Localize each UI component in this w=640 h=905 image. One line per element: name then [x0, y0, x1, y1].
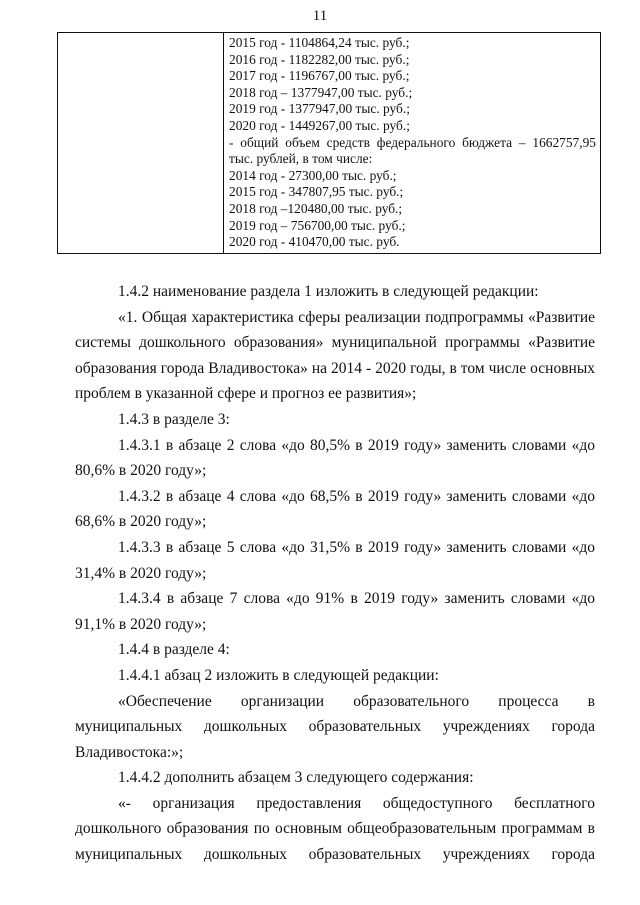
- funding-line: 2019 год - 1377947,00 тыс. руб.;: [229, 101, 410, 117]
- paragraph: 1.4.3 в разделе 3:: [118, 410, 230, 428]
- funding-line-federal-total: - общий объем средств федерального бюджета – 1662757,95 тыс. рублей, в том числе:: [229, 134, 596, 167]
- funding-line: 2015 год - 1104864,24 тыс. руб.;: [229, 35, 410, 50]
- funding-line: 2015 год - 347807,95 тыс. руб.;: [229, 184, 404, 200]
- funding-line: 2020 год - 410470,00 тыс. руб.: [229, 234, 400, 250]
- page-number: 11: [312, 8, 328, 24]
- funding-line: 2018 год – 1377947,00 тыс. руб.;: [229, 84, 413, 100]
- paragraph: «- организация предоставления общедоступного бесплатного дошкольного образования по основным общеобразовательным программам в муниципальных дошкольных образовательных учреждениях города: [75, 794, 595, 864]
- paragraph: «Обеспечение организации образовательного процесса в муниципальных дошкольных образовательных учреждениях города Владивостока:»;: [75, 692, 595, 761]
- funding-line: 2018 год –120480,00 тыс. руб.;: [229, 200, 403, 216]
- table-cell-funding: [224, 33, 601, 254]
- funding-line: 2020 год - 1449267,00 тыс. руб.;: [229, 117, 410, 133]
- paragraph: 1.4.3.2 в абзаце 4 слова «до 68,5% в 2019 году» заменить словами «до 68,6% в 2020 году»;: [75, 487, 595, 531]
- paragraph: 1.4.4.2 дополнить абзацем 3 следующего содержания:: [118, 769, 474, 787]
- table-cell-empty: [58, 33, 224, 254]
- paragraph: 1.4.3.3 в абзаце 5 слова «до 31,5% в 2019 году» заменить словами «до 31,4% в 2020 году»;: [75, 538, 595, 582]
- funding-line: 2017 год - 1196767,00 тыс. руб.;: [229, 68, 410, 84]
- funding-line: 2019 год – 756700,00 тыс. руб.;: [229, 217, 406, 233]
- paragraph: 1.4.4 в разделе 4:: [118, 641, 230, 659]
- paragraph: 1.4.3.1 в абзаце 2 слова «до 80,5% в 2019 году» заменить словами «до 80,6% в 2020 году»;: [75, 436, 595, 480]
- paragraph: «1. Общая характеристика сферы реализации подпрограммы «Развитие системы дошкольного образования» муниципальной программы «Развитие образования города Владивостока» на 2014 - 2020 годы, в том числе основных проблем в указанной сфере и прогноз ее развития»;: [75, 308, 595, 403]
- paragraph: 1.4.2 наименование раздела 1 изложить в следующей редакции:: [118, 283, 539, 300]
- table-row: [58, 33, 601, 254]
- funding-line: 2014 год - 27300,00 тыс. руб.;: [229, 167, 397, 183]
- document-body: [75, 279, 595, 868]
- funding-lines: [224, 33, 600, 253]
- paragraph: 1.4.4.1 абзац 2 изложить в следующей редакции:: [118, 666, 439, 684]
- funding-line: 2016 год - 1182282,00 тыс. руб.;: [229, 51, 410, 67]
- paragraph: 1.4.3.4 в абзаце 7 слова «до 91% в 2019 году» заменить словами «до 91,1% в 2020 году»;: [75, 590, 595, 633]
- budget-table: [57, 32, 601, 254]
